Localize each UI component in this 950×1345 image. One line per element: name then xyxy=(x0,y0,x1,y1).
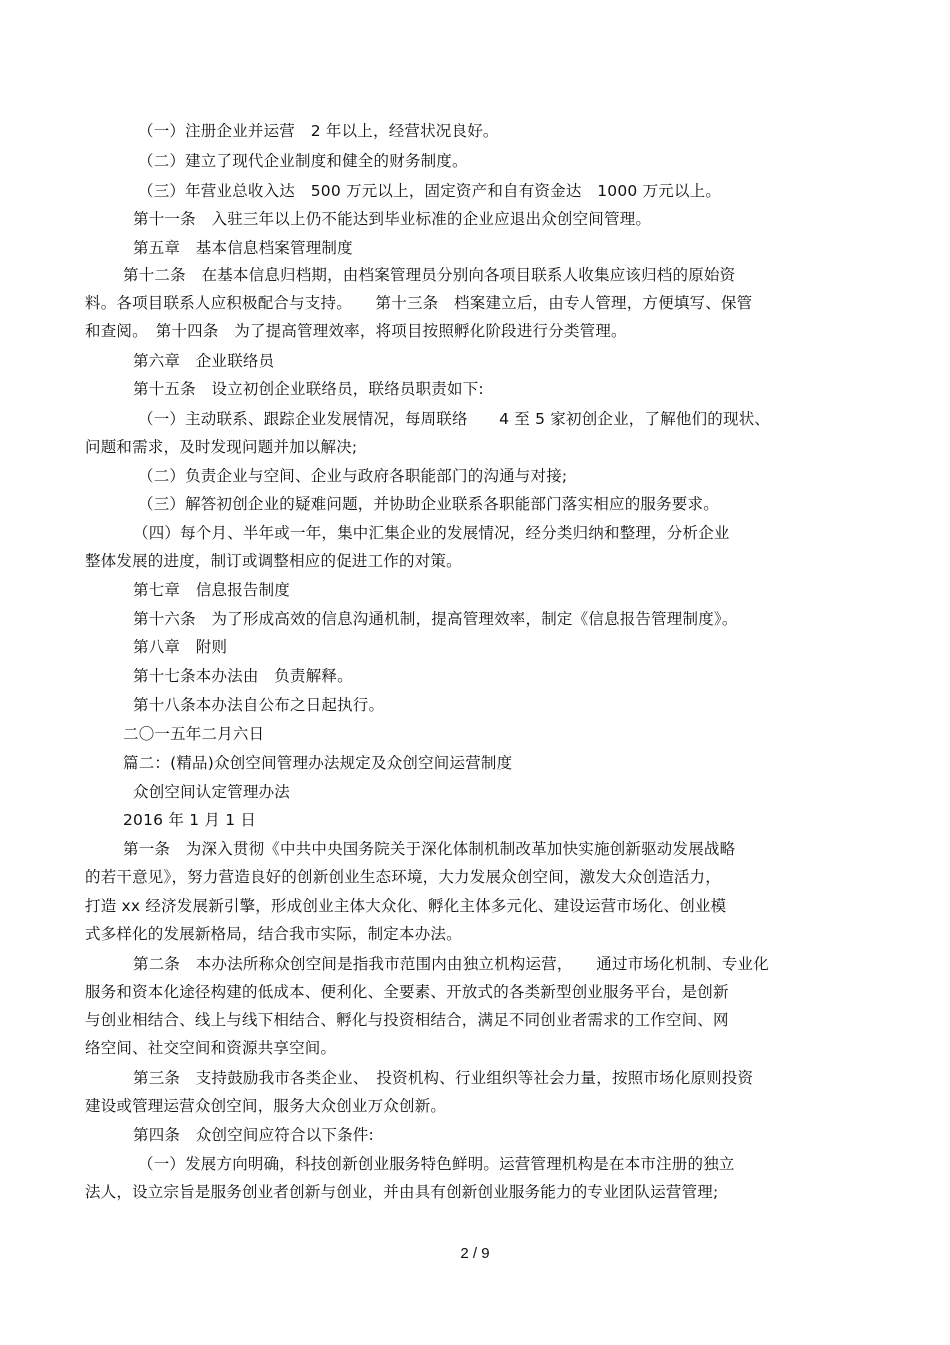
document-title: 众创空间认定管理办法 xyxy=(133,783,291,801)
text-line: 式多样化的发展新格局，结合我市实际，制定本办法。 xyxy=(85,925,462,943)
section-title: 篇二：(精品)众创空间管理办法规定及众创空间运营制度 xyxy=(123,754,513,772)
chapter-heading: 第五章 基本信息档案管理制度 xyxy=(133,239,353,257)
text-line: 的若干意见》，努力营造良好的创新创业生态环境，大力发展众创空间，激发大众创造活力， xyxy=(85,868,721,886)
date-line: 二〇一五年二月六日 xyxy=(123,725,265,743)
text-line: 打造 xx 经济发展新引擎，形成创业主体大众化、孵化主体多元化、建设运营市场化、创业模 xyxy=(85,897,727,915)
text-line: 第十七条本办法由 负责解释。 xyxy=(133,667,353,685)
text-line: （二）负责企业与空间、企业与政府各职能部门的沟通与对接; xyxy=(138,467,568,485)
text-line: 建设或管理运营众创空间，服务大众创业万众创新。 xyxy=(85,1097,447,1115)
text-line: 法人，设立宗旨是服务创业者创新与创业，并由具有创新创业服务能力的专业团队运营管理; xyxy=(85,1183,719,1201)
chapter-heading: 第六章 企业联络员 xyxy=(133,352,275,370)
page-number: 2 / 9 xyxy=(460,1245,490,1262)
text-line: 第四条 众创空间应符合以下条件: xyxy=(133,1126,374,1144)
text-line: 与创业相结合、线上与线下相结合、孵化与投资相结合，满足不同创业者需求的工作空间、网 xyxy=(85,1011,729,1029)
text-line: （一）主动联系、跟踪企业发展情况，每周联络 4 至 5 家初创企业，了解他们的现状、 xyxy=(138,410,771,428)
text-line: 第十一条 入驻三年以上仍不能达到毕业标准的企业应退出众创空间管理。 xyxy=(133,210,652,228)
text-line: 第三条 支持鼓励我市各类企业、 投资机构、行业组织等社会力量，按照市场化原则投资 xyxy=(133,1069,754,1087)
text-line: 问题和需求，及时发现问题并加以解决; xyxy=(85,438,358,456)
text-line: 络空间、社交空间和资源共享空间。 xyxy=(85,1039,337,1057)
text-line: 料。各项目联系人应积极配合与支持。 第十三条 档案建立后，由专人管理，方便填写、保管 xyxy=(85,294,753,312)
text-line: 服务和资本化途径构建的低成本、便利化、全要素、开放式的各类新型创业服务平台，是创新 xyxy=(85,983,729,1001)
text-line: 第十八条本办法自公布之日起执行。 xyxy=(133,696,385,714)
text-line: （一）发展方向明确，科技创新创业服务特色鲜明。运营管理机构是在本市注册的独立 xyxy=(138,1155,735,1173)
text-line: 第十二条 在基本信息归档期，由档案管理员分别向各项目联系人收集应该归档的原始资 xyxy=(123,266,736,284)
text-line: （二）建立了现代企业制度和健全的财务制度。 xyxy=(138,152,468,170)
text-line: 整体发展的进度，制订或调整相应的促进工作的对策。 xyxy=(85,552,462,570)
text-line: 第一条 为深入贯彻《中共中央国务院关于深化体制机制改革加快实施创新驱动发展战略 xyxy=(123,840,736,858)
text-line: 第二条 本办法所称众创空间是指我市范围内由独立机构运营， 通过市场化机制、专业化 xyxy=(133,955,769,973)
text-line: 和查阅。 第十四条 为了提高管理效率，将项目按照孵化阶段进行分类管理。 xyxy=(85,322,627,340)
text-line: （四）每个月、半年或一年，集中汇集企业的发展情况，经分类归纳和整理，分析企业 xyxy=(133,524,730,542)
text-line: （一）注册企业并运营 2 年以上，经营状况良好。 xyxy=(138,122,499,140)
text-line: 第十五条 设立初创企业联络员，联络员职责如下: xyxy=(133,380,484,398)
chapter-heading: 第七章 信息报告制度 xyxy=(133,581,291,599)
chapter-heading: 第八章 附则 xyxy=(133,638,228,656)
text-line: （三）年营业总收入达 500 万元以上，固定资产和自有资金达 1000 万元以上。 xyxy=(138,182,722,200)
text-line: 第十六条 为了形成高效的信息沟通机制，提高管理效率，制定《信息报告管理制度》。 xyxy=(133,610,738,628)
date-line: 2016 年 1 月 1 日 xyxy=(123,811,257,829)
text-line: （三）解答初创企业的疑难问题，并协助企业联系各职能部门落实相应的服务要求。 xyxy=(138,495,719,513)
